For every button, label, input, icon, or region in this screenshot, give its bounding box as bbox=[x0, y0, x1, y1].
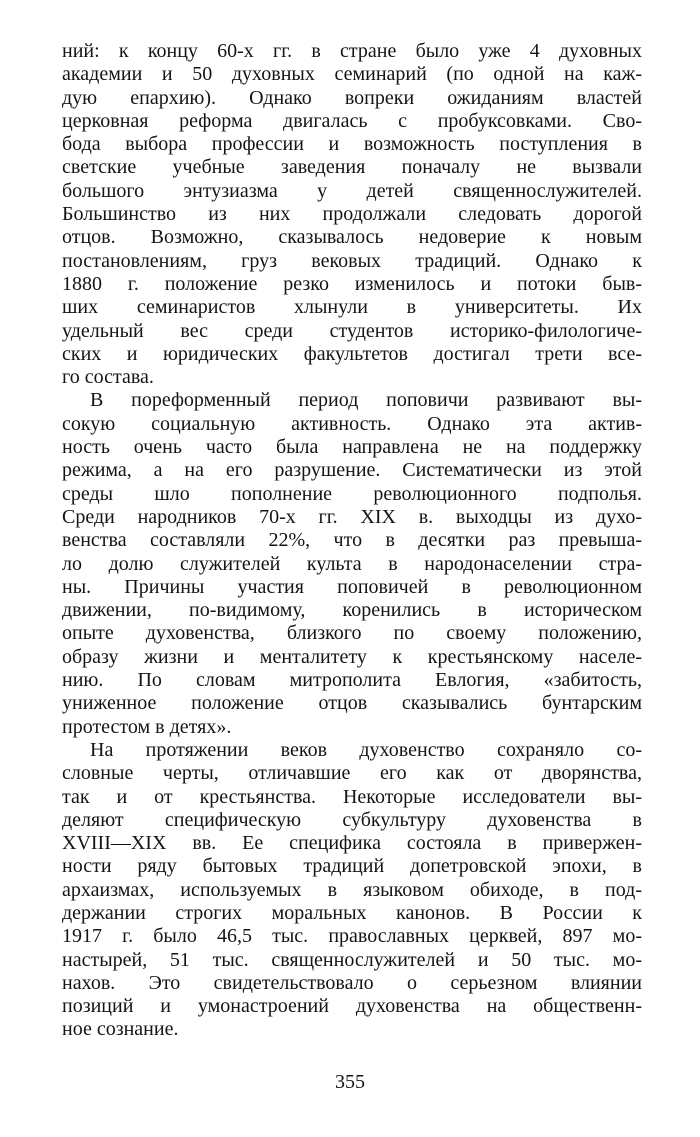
text-line: сокую социальную активность. Однако эта актив- bbox=[62, 412, 642, 435]
text-line: академии и 50 духовных семинарий (по одной на каж- bbox=[62, 63, 642, 86]
text-line: образу жизни и менталитету к крестьянскому населе- bbox=[62, 645, 642, 668]
text-line: постановлениям, груз вековых традиций. Однако к bbox=[62, 249, 642, 272]
paragraph-2 bbox=[62, 389, 642, 738]
text-line: 1880 г. положение резко изменилось и потоки быв- bbox=[62, 272, 642, 295]
text-line: позиций и умонастроений духовенства на общественн- bbox=[62, 995, 642, 1018]
text-line: ний: к концу 60-х гг. в стране было уже 4 духовных bbox=[62, 40, 642, 62]
text-line: опыте духовенства, близкого по своему положению, bbox=[62, 622, 642, 645]
text-line: так и от крестьянства. Некоторые исследователи вы- bbox=[62, 785, 642, 808]
text-line: ских и юридических факультетов достигал трети все- bbox=[62, 342, 642, 365]
text-line: нахов. Это свидетельствовало о серьезном влиянии bbox=[62, 971, 642, 994]
text-line: ности ряду бытовых традиций допетровской эпохи, в bbox=[62, 855, 642, 878]
page-number: 355 bbox=[335, 1071, 365, 1093]
text-line: отцов. Возможно, сказывалось недоверие к новым bbox=[62, 226, 642, 249]
text-line: На протяжении веков духовенство сохраняло со- bbox=[90, 738, 642, 761]
text-line: венства составляли 22%, что в десятки раз превыша- bbox=[62, 529, 642, 552]
text-line: удельный вес среди студентов историко-филологиче- bbox=[62, 319, 642, 342]
text-line: движении, по-видимому, коренились в историческом bbox=[62, 599, 642, 622]
paragraph-1 bbox=[62, 40, 642, 389]
paragraph-3 bbox=[62, 739, 642, 1042]
text-line: униженное положение отцов сказывались бунтарским bbox=[62, 692, 642, 715]
text-line: архаизмах, используемых в языковом обиходе, в под- bbox=[62, 878, 642, 901]
page-body bbox=[62, 40, 642, 1042]
text-line: ное сознание. bbox=[62, 1018, 179, 1041]
text-line: настырей, 51 тыс. священнослужителей и 50 тыс. мо- bbox=[62, 948, 642, 971]
text-line: ло долю служителей культа в народонаселении стра- bbox=[62, 552, 642, 575]
text-line: деляют специфическую субкультуру духовенства в bbox=[62, 808, 642, 831]
text-line: 1917 г. было 46,5 тыс. православных церквей, 897 мо- bbox=[62, 925, 642, 948]
text-line: светские учебные заведения поначалу не вызвали bbox=[62, 156, 642, 179]
text-line: протестом в детях». bbox=[62, 715, 232, 738]
text-line: дую епархию). Однако вопреки ожиданиям властей bbox=[62, 86, 642, 109]
text-line: ны. Причины участия поповичей в революционном bbox=[62, 575, 642, 598]
text-line: бода выбора профессии и возможность поступления в bbox=[62, 133, 642, 156]
text-line: В пореформенный период поповичи развивают вы- bbox=[90, 389, 642, 412]
text-line: большого энтузиазма у детей священнослужителей. bbox=[62, 179, 642, 202]
text-line: режима, а на его разрушение. Систематически из этой bbox=[62, 459, 642, 482]
text-line: Большинство из них продолжали следовать дорогой bbox=[62, 203, 642, 226]
text-line: среды шло пополнение революционного подполья. bbox=[62, 482, 642, 505]
text-line: Среди народников 70-х гг. XIX в. выходцы из духо- bbox=[62, 505, 642, 528]
text-line: церковная реформа двигалась с пробуксовками. Сво- bbox=[62, 109, 642, 132]
text-line: держании строгих моральных канонов. В России к bbox=[62, 901, 642, 924]
text-line: нию. По словам митрополита Евлогия, «забитость, bbox=[62, 669, 642, 692]
text-line: го состава. bbox=[62, 366, 154, 389]
text-line: ность очень часто была направлена не на поддержку bbox=[62, 436, 642, 459]
text-line: XVIII—XIX вв. Ее специфика состояла в привержен- bbox=[62, 832, 642, 855]
text-line: словные черты, отличавшие его как от дворянства, bbox=[62, 762, 642, 785]
text-line: ших семинаристов хлынули в университеты. Их bbox=[62, 296, 642, 319]
